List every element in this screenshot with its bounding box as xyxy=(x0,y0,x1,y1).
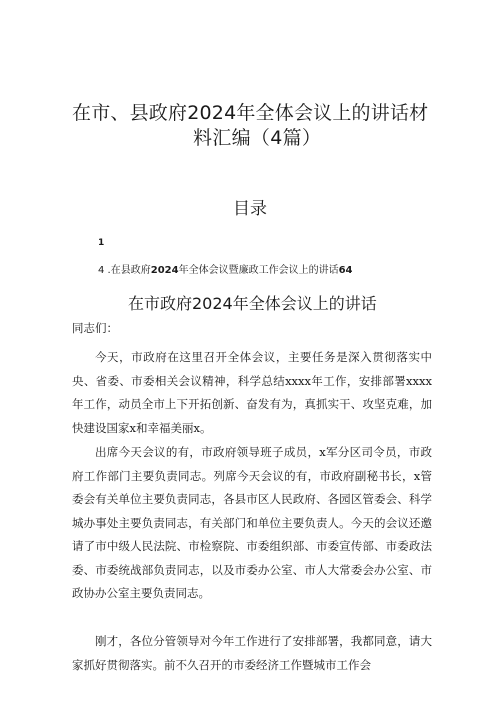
toc-entry-text: 年全体会议暨廉政工作会议上的讲话 xyxy=(178,265,339,276)
toc-entry[interactable] xyxy=(98,261,353,276)
toc-entry-prefix: 4 .在县政府 xyxy=(98,265,151,276)
toc-heading: 目录 xyxy=(233,199,267,219)
toc-entry-page: 64 xyxy=(338,265,353,276)
body-paragraph-1: 今天，市政府在这里召开全体会议，主要任务是深入贯彻落实中央、省委、市委相关会议精神，科学总结xxxx年工作，安排部署xxxx年工作，动员全市上下开拓创新、奋发有为，真抓实干、攻坚克难，加快建设国家x和幸福美丽x。 xyxy=(72,350,432,435)
document-title-line-1: 在市、县政府2024年全体会议上的讲话材 xyxy=(72,102,429,124)
body-paragraph-2: 出席今天会议的有，市政府领导班子成员，x军分区司令员，市政府工作部门主要负责同志。列席今天会议的有，市政府副秘书长，x管委会有关单位主要负责同志，各县市区人民政府、各园区管委会、科学城办事处主要负责同志，有关部门和单位主要负责人。今天的会议还邀请了市中级人民法院、市检察院、市委组织部、市委宣传部、市委政法委、市委统战部负责同志，以及市委办公室、市人大常委会办公室、市政协办公室主要负责同志。 xyxy=(72,445,432,600)
body-paragraph-3: 刚才，各位分管领导对今年工作进行了安排部署，我都同意，请大家抓好贯彻落实。前不久召开的市委经济工作暨城市工作会 xyxy=(72,634,432,672)
toc-entry-year: 2024 xyxy=(150,265,179,276)
document-title-line-2: 料汇编（4篇） xyxy=(193,127,322,149)
section-title: 在市政府2024年全体会议上的讲话 xyxy=(128,294,377,313)
greeting: 同志们： xyxy=(72,321,118,335)
toc-number: 1 xyxy=(98,238,105,248)
